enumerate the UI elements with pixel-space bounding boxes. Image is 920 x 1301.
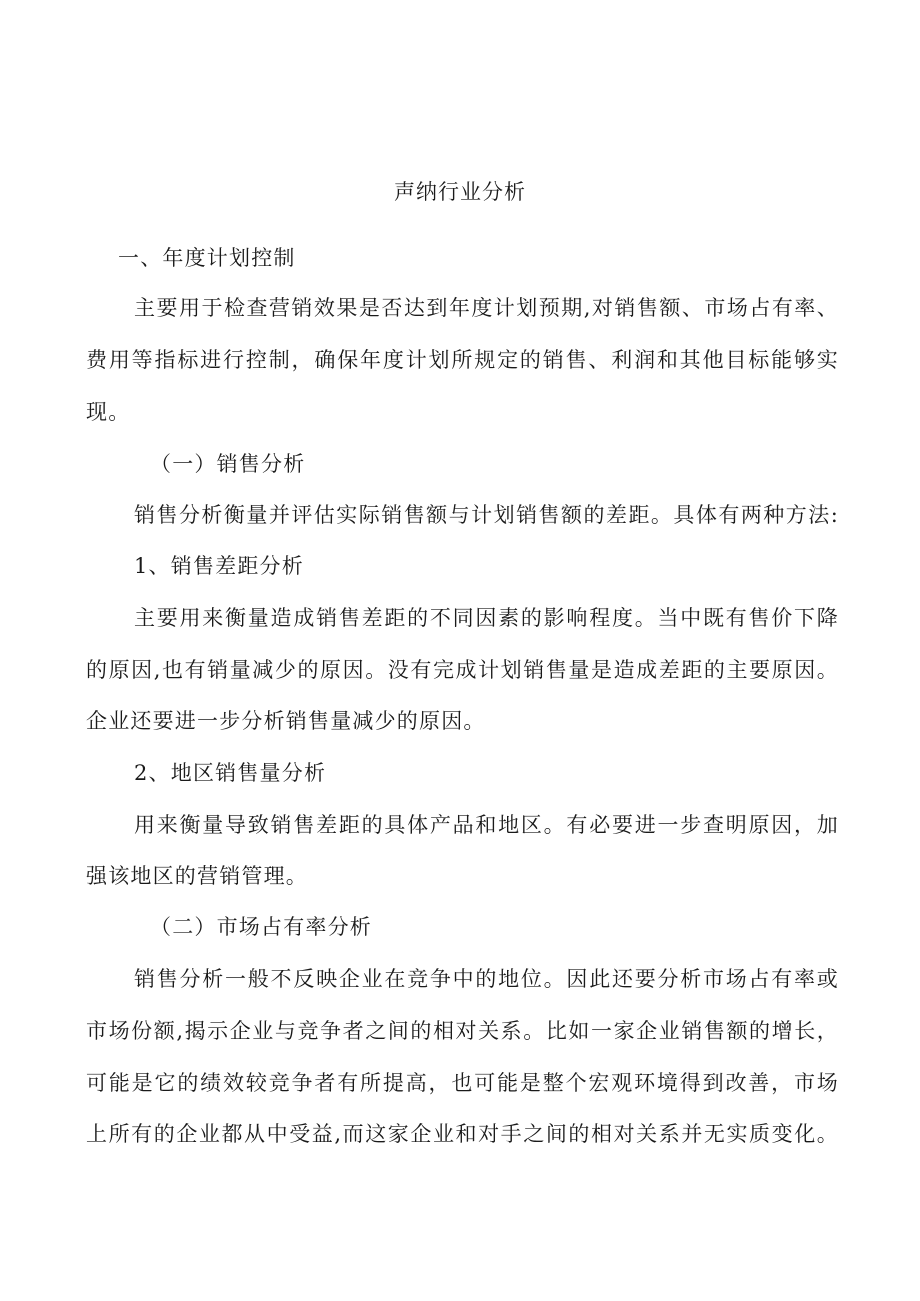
subsection-heading: （一）销售分析 <box>150 452 306 476</box>
section-heading: 一、年度计划控制 <box>118 246 296 270</box>
subsection-heading: （二）市场占有率分析 <box>150 915 372 939</box>
paragraph-line: 用来衡量导致销售差距的具体产品和地区。有必要进一步查明原因，加 <box>134 813 839 837</box>
list-item-heading: 1、销售差距分析 <box>134 554 304 578</box>
list-item-heading: 2、地区销售量分析 <box>134 761 327 785</box>
paragraph-line: 上所有的企业都从中受益,而这家企业和对手之间的相对关系并无实质变化。 <box>86 1122 839 1146</box>
paragraph-line: 费用等指标进行控制，确保年度计划所规定的销售、利润和其他目标能够实 <box>86 348 839 372</box>
paragraph-line: 销售分析一般不反映企业在竞争中的地位。因此还要分析市场占有率或 <box>134 967 839 991</box>
paragraph-line: 强该地区的营销管理。 <box>86 864 308 888</box>
paragraph-line: 主要用来衡量造成销售差距的不同因素的影响程度。当中既有售价下降 <box>134 606 839 630</box>
paragraph-line: 企业还要进一步分析销售量减少的原因。 <box>86 709 486 733</box>
paragraph-line: 的原因,也有销量减少的原因。没有完成计划销售量是造成差距的主要原因。 <box>86 658 839 682</box>
paragraph-line: 现。 <box>86 400 131 424</box>
paragraph-line: 市场份额,揭示企业与竞争者之间的相对关系。比如一家企业销售额的增长， <box>86 1019 839 1043</box>
paragraph-line: 主要用于检查营销效果是否达到年度计划预期,对销售额、市场占有率、 <box>134 296 839 320</box>
document-title: 声纳行业分析 <box>394 180 526 204</box>
paragraph-line: 可能是它的绩效较竞争者有所提高，也可能是整个宏观环境得到改善，市场 <box>86 1071 839 1095</box>
paragraph-line: 销售分析衡量并评估实际销售额与计划销售额的差距。具体有两种方法: <box>134 503 839 527</box>
